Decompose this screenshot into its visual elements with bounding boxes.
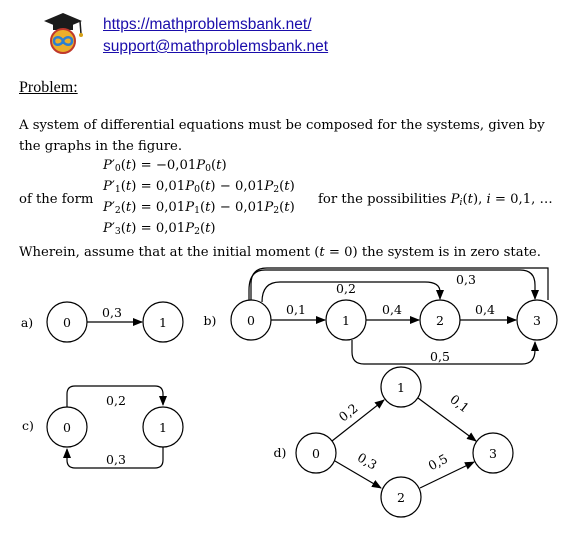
graph-b-node-3-label: 3 [533,313,541,328]
graph-d-edge-label-2-3: 0,5 [425,450,451,474]
graph-b-edge-0-3 [249,270,535,300]
equation-3: $P'_3(t) = 0,01P_2(t)$ [103,221,216,237]
graph-b-node-1-label: 1 [342,313,350,328]
graph-b-edge-label-0-3: 0,3 [456,272,476,287]
graph-d-edge-label-1-3: 0,1 [447,391,473,416]
graph-a-edge-label: 0,3 [102,305,122,320]
graph-b-edge-label-0-1: 0,1 [286,302,306,317]
graph-b-node-2-label: 2 [436,313,444,328]
graph-c-node-0-label: 0 [63,420,71,435]
of-the-form-label: of the form [19,192,94,207]
graph-b-label: b) [203,313,217,328]
possibilities-label: for the possibilities $P_i(t)$, i = 0,1, … [318,192,553,208]
graph-d-node-3-label: 3 [489,446,497,461]
equation-0: $P'_0(t) = -0,01P_0(t)$ [103,158,227,174]
equation-1: $P'_1(t) = 0,01P_0(t) - 0,01P_2(t)$ [103,179,295,195]
graph-c-label: c) [22,418,34,433]
graph-b-curve-outer-top [251,268,548,300]
graph-b-edge-label-1-2: 0,4 [382,302,402,317]
site-link[interactable]: https://mathproblemsbank.net/ [103,16,312,33]
graph-d-node-0-label: 0 [312,446,320,461]
graph-d-edge-label-0-2: 0,3 [354,449,380,473]
graph-b-edge-label-0-2: 0,2 [336,281,356,296]
graph-c-edge-label-0-1: 0,2 [106,393,126,408]
email-link[interactable]: support@mathproblemsbank.net [103,38,329,55]
problem-line-1: A system of differential equations must be composed for the systems, given by [19,118,545,133]
graph-d-edge-label-0-1: 0,2 [335,400,361,425]
graph-c-edge-label-1-0: 0,3 [106,452,126,467]
equation-2: $P'_2(t) = 0,01P_1(t) - 0,01P_2(t)$ [103,200,295,216]
wherein-line: Wherein, assume that at the initial moment (t = 0) the system is in zero state. [19,245,541,260]
problem-line-2: the graphs in the figure. [19,139,183,154]
graph-b-edge-label-1-3: 0,5 [430,349,450,364]
graph-c-node-1-label: 1 [159,420,167,435]
graph-a-label: a) [20,315,34,330]
graph-d-label: d) [273,445,287,460]
problem-heading: Problem: [19,79,78,96]
graph-b-node-0-label: 0 [247,313,255,328]
graph-d-node-1-label: 1 [397,380,405,395]
graph-d-edge-0-1 [332,400,384,441]
graph-a-node-1-label: 1 [159,315,167,330]
graph-b-edge-label-2-3: 0,4 [475,302,495,317]
graph-a-node-0-label: 0 [63,315,71,330]
graph-d-node-2-label: 2 [397,490,405,505]
